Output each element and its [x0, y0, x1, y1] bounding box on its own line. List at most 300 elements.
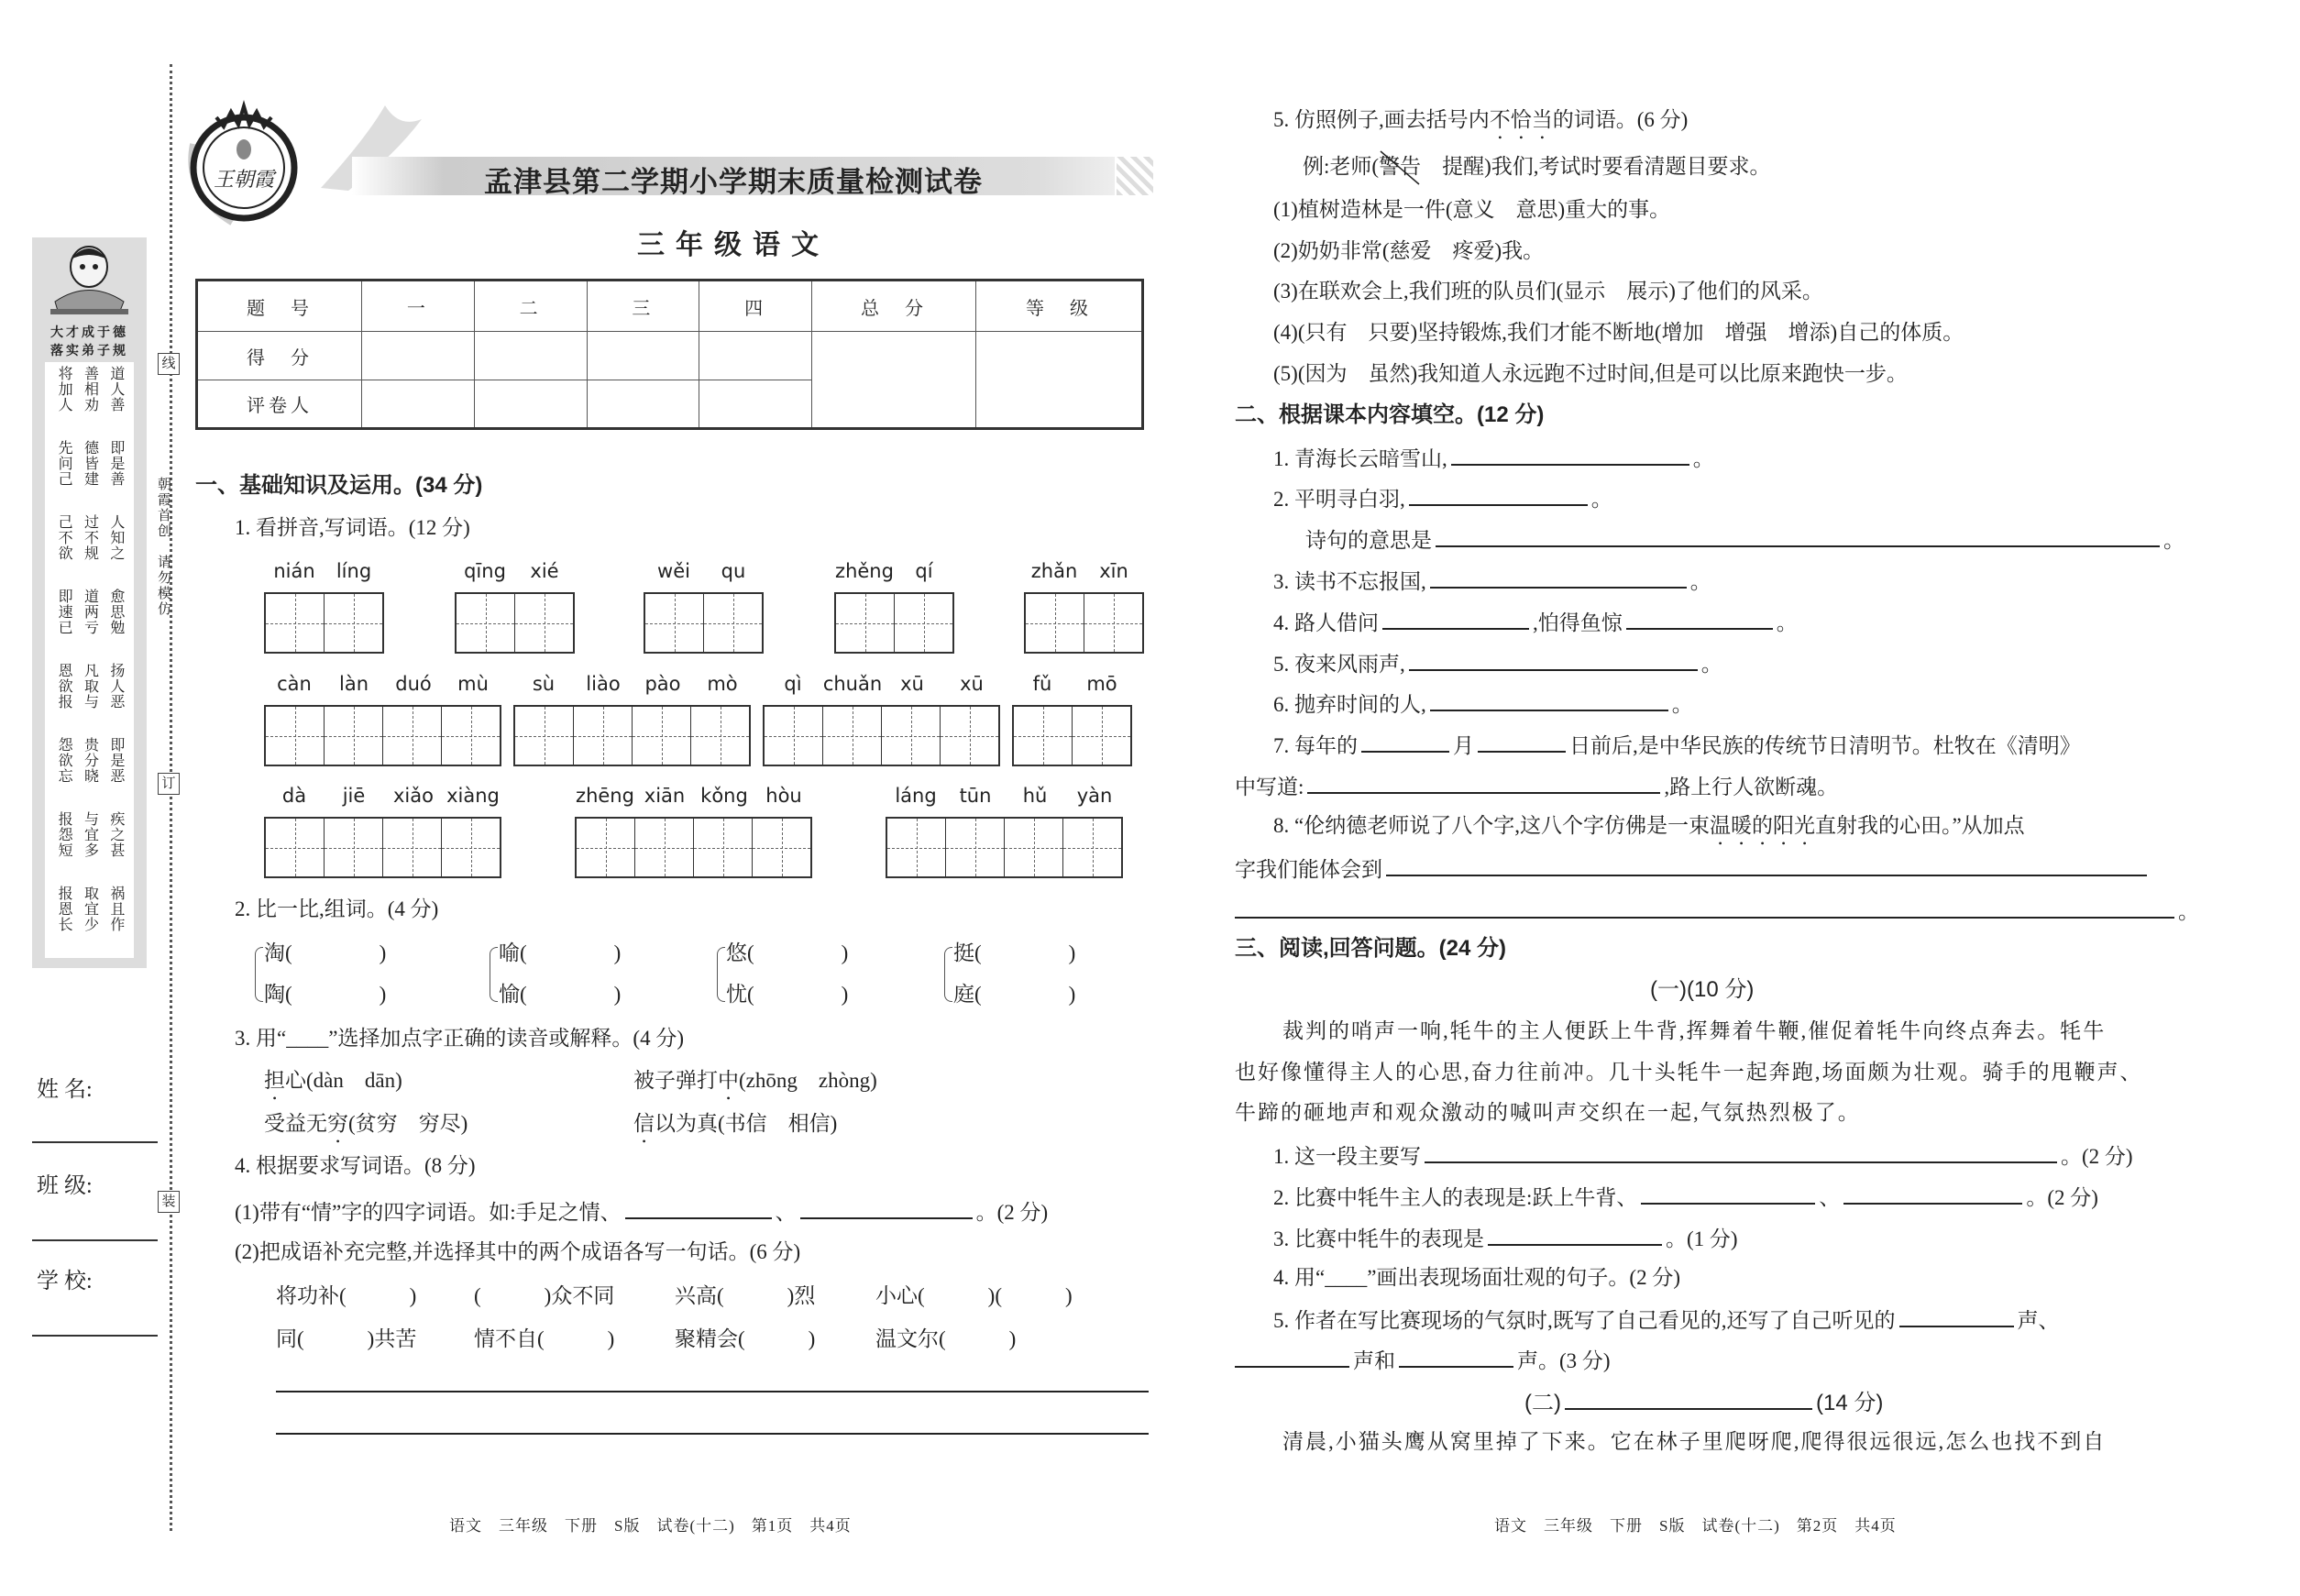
verse-phrase: 己不欲	[56, 514, 72, 561]
character-cell[interactable]	[632, 707, 690, 765]
section-2-heading: 二、根据课本内容填空。(12 分)	[1235, 402, 1545, 427]
binding-mark-zhuang: 装	[158, 1191, 180, 1213]
character-cell[interactable]	[940, 707, 998, 765]
fill-item-text: 中写道:	[1235, 776, 1304, 798]
publisher-logo	[180, 99, 308, 227]
fill-item	[1273, 567, 1711, 595]
pinyin-syllable: càn	[277, 673, 312, 695]
q3-item[interactable]	[633, 1111, 837, 1148]
reading-question	[1273, 1305, 2060, 1334]
dizigui-verse	[45, 362, 134, 958]
open-paren: (	[747, 941, 754, 964]
verse-phrase: 恩欲报	[56, 663, 72, 710]
points: 。(2 分)	[975, 1201, 1049, 1224]
verse-phrase: 报恩长	[56, 886, 72, 932]
q5-item[interactable]: (5)(因为 虽然)我知道人永远跑不过时间,但是可以比原来跑快一步。	[1273, 362, 1908, 385]
name-field[interactable]	[32, 1141, 158, 1143]
close-paren: )	[1068, 941, 1076, 964]
character-cell[interactable]	[324, 819, 382, 876]
compare-item[interactable]	[499, 982, 621, 1007]
verse-phrase: 将加人	[56, 366, 72, 413]
page-2-footer: 语文 三年级 下册 S版 试卷(十二) 第2页 共4页	[1494, 1517, 1897, 1535]
character-box-group	[575, 817, 812, 878]
character-cell[interactable]	[324, 707, 382, 765]
fill-item-text: ,怕得鱼惊	[1533, 611, 1623, 634]
dotted-char: 中	[718, 1069, 739, 1092]
period: 。	[1776, 611, 1798, 634]
header-cell: 总 分	[812, 281, 976, 332]
open-paren: (	[974, 983, 982, 1006]
character-cell[interactable]	[1084, 594, 1142, 652]
verse-phrase: 凡取与	[82, 663, 98, 710]
question-text: 声和	[1353, 1349, 1395, 1372]
character-cell[interactable]	[645, 594, 703, 652]
fill-item-text: 1. 青海长云暗雪山,	[1273, 447, 1447, 470]
period: 。	[2178, 900, 2199, 923]
open-paren: (	[974, 941, 982, 964]
compare-item[interactable]	[726, 941, 848, 966]
character-box-group	[1012, 705, 1132, 766]
school-field[interactable]	[32, 1335, 158, 1337]
verse-phrase: 即速已	[56, 589, 72, 635]
answer-blank[interactable]	[1488, 1224, 1662, 1246]
fill-item-text: 字我们能体会到	[1235, 858, 1382, 881]
school-label: 学 校:	[37, 1270, 93, 1293]
verse-row	[45, 882, 134, 956]
q5-title-text: 5. 仿照例子,画去括号内	[1273, 108, 1490, 131]
character-box-group	[644, 592, 764, 654]
score-cell[interactable]	[362, 332, 475, 380]
idiom-item[interactable]: 将功补( )	[276, 1284, 417, 1307]
class-label: 班 级:	[37, 1174, 93, 1198]
character-cell[interactable]	[515, 707, 573, 765]
pinyin-syllable: dà	[281, 785, 307, 807]
character-cell[interactable]	[703, 594, 762, 652]
reading-question: 4. 用“____”画出表现场面壮观的句子。(2 分)	[1273, 1266, 1680, 1289]
separator: 、	[775, 1201, 797, 1224]
score-cell[interactable]	[699, 332, 812, 380]
compare-item[interactable]	[499, 941, 621, 966]
q3-item-text: 受益无	[264, 1112, 327, 1135]
question-text: 5. 作者在写比赛现场的气氛时,既写了自己看见的,还写了自己听见的	[1273, 1309, 1896, 1332]
pinyin-syllable: nián	[273, 560, 315, 582]
character-cell[interactable]	[822, 707, 881, 765]
points: (14 分)	[1815, 1391, 1884, 1415]
q5-example	[1303, 154, 1770, 180]
close-paren: )	[841, 941, 849, 964]
compare-char: 挺	[953, 941, 974, 964]
compare-char: 淘	[264, 941, 285, 964]
pinyin-syllable: chuǎn	[822, 673, 883, 695]
pinyin-syllable: qu	[721, 560, 746, 582]
pinyin-syllable: sù	[532, 673, 556, 695]
score-cell[interactable]	[474, 332, 587, 380]
answer-blank[interactable]	[1409, 649, 1698, 671]
verse-phrase: 即是恶	[107, 737, 124, 784]
q4-sub1	[235, 1197, 1048, 1226]
answer-blank[interactable]	[1425, 1141, 2057, 1163]
exam-subtitle: 三年级语文	[637, 230, 830, 260]
fill-item	[1273, 444, 1714, 472]
pinyin-syllable: kǒng	[700, 785, 748, 807]
character-cell[interactable]	[887, 819, 945, 876]
character-cell[interactable]	[1014, 707, 1072, 765]
brace-icon	[490, 947, 498, 1002]
character-cell[interactable]	[634, 819, 693, 876]
sentence-answer-line[interactable]	[276, 1433, 1149, 1435]
character-box-group	[763, 705, 1000, 766]
character-cell[interactable]	[573, 707, 632, 765]
class-field[interactable]	[32, 1239, 158, 1241]
struck-word	[1379, 155, 1421, 178]
fill-item-text: 4. 路人借问	[1273, 611, 1379, 634]
fill-item	[1235, 897, 2199, 925]
answer-blank[interactable]	[625, 1197, 772, 1219]
verse-row	[45, 733, 134, 808]
separator: 、	[1819, 1186, 1841, 1209]
fill-item	[1235, 854, 2151, 883]
character-cell[interactable]	[836, 594, 894, 652]
binding-mark-ding: 订	[158, 773, 180, 795]
strike-mark	[1379, 149, 1421, 186]
pinyin-syllable: duó	[395, 673, 432, 695]
character-cell[interactable]	[324, 594, 382, 652]
binding-dotted-line	[170, 64, 172, 1531]
pinyin-syllable: láng	[895, 785, 937, 807]
reading-question	[1273, 1141, 2133, 1170]
character-cell[interactable]	[1026, 594, 1084, 652]
character-box-group	[513, 705, 751, 766]
character-cell[interactable]	[266, 707, 324, 765]
fill-item-text: 月	[1453, 734, 1474, 757]
answer-blank[interactable]	[1430, 567, 1687, 589]
idiom-item[interactable]: 同( )共苦	[276, 1327, 417, 1350]
character-cell[interactable]	[693, 819, 752, 876]
fill-item	[1273, 484, 1612, 512]
open-paren: (	[747, 983, 754, 1006]
character-cell[interactable]	[752, 819, 810, 876]
question-text: 声、	[2017, 1309, 2060, 1332]
q3-item[interactable]	[633, 1068, 877, 1105]
q3-item-text: (zhōng zhòng)	[739, 1069, 877, 1092]
passage-line: 牛蹄的砸地声和观众激动的喊叫声交织在一起,气氛热烈极了。	[1235, 1101, 1861, 1124]
q5-item[interactable]: (3)在联欢会上,我们班的队员们(显示 展示)了他们的风采。	[1273, 280, 1823, 303]
pinyin-syllable: mò	[707, 673, 738, 695]
fill-item-text: 5. 夜来风雨声,	[1273, 653, 1405, 676]
pinyin-syllable: líng	[336, 560, 372, 582]
grader-cell[interactable]	[474, 380, 587, 429]
row-label: 评卷人	[197, 380, 362, 429]
verse-phrase: 愈思勉	[107, 589, 124, 635]
fill-item-text: 6. 抛弃时间的人,	[1273, 693, 1426, 716]
character-cell[interactable]	[881, 707, 940, 765]
question-text: 2. 比赛中牦牛主人的表现是:跃上牛背、	[1273, 1186, 1638, 1209]
pinyin-syllable: xié	[530, 560, 559, 582]
q3-item-text: 心(dàn dān)	[285, 1069, 402, 1092]
compare-char: 喻	[499, 941, 520, 964]
pinyin-syllable: zhěng	[835, 560, 894, 582]
q4-sub1-text: (1)带有“情”字的四字词语。如:手足之情、	[235, 1201, 622, 1224]
pinyin-syllable: qí	[915, 560, 933, 582]
fill-item-text: 7. 每年的	[1273, 734, 1358, 757]
answer-blank[interactable]	[1436, 525, 2160, 547]
q3-item-text: (贫穷 穷尽)	[348, 1112, 468, 1135]
verse-phrase: 疾之甚	[107, 811, 124, 858]
answer-blank[interactable]	[1361, 731, 1449, 753]
fill-item-text: 直射我的心田。”从加点	[1814, 814, 2025, 837]
pinyin-syllable: jiē	[342, 785, 366, 807]
compare-item[interactable]	[264, 982, 386, 1007]
header-cell: 四	[699, 281, 812, 332]
verse-row	[45, 659, 134, 733]
pinyin-syllable: xiǎo	[393, 785, 434, 807]
q3-item[interactable]	[264, 1111, 468, 1148]
q5-item[interactable]: (2)奶奶非常(慈爱 疼爱)我。	[1273, 239, 1545, 262]
compare-char: 悠	[726, 941, 747, 964]
struck-word-text: 警告	[1379, 155, 1422, 178]
answer-blank[interactable]	[1430, 689, 1668, 711]
passage-line: 裁判的哨声一响,牦牛的主人便跃上牛背,挥舞着牛鞭,催促着牦牛向终点奔去。牦牛	[1282, 1019, 2107, 1042]
idiom-item[interactable]: 温文尔( )	[875, 1327, 1017, 1350]
compare-item[interactable]	[726, 982, 848, 1007]
answer-blank[interactable]	[1641, 1183, 1815, 1205]
score-table	[195, 279, 1144, 430]
q3-title: 3. 用“____”选择加点字正确的读音或解释。(4 分)	[235, 1027, 684, 1050]
verse-phrase: 即是善	[107, 440, 124, 487]
dotted-char: 穷	[327, 1112, 348, 1135]
close-paren: )	[613, 941, 622, 964]
answer-blank[interactable]	[1626, 608, 1773, 630]
fill-item-text: 3. 读书不忘报国,	[1273, 570, 1426, 593]
verse-row	[45, 362, 134, 436]
pinyin-syllable: làn	[338, 673, 369, 695]
banner-pattern	[1117, 157, 1153, 195]
verse-row	[45, 511, 134, 585]
character-cell[interactable]	[266, 819, 324, 876]
character-cell[interactable]	[894, 594, 952, 652]
answer-blank[interactable]	[800, 1197, 973, 1219]
character-cell[interactable]	[765, 707, 822, 765]
character-cell[interactable]	[382, 819, 441, 876]
answer-blank[interactable]	[1307, 772, 1660, 794]
grader-cell[interactable]	[699, 380, 812, 429]
verse-phrase: 与宜多	[82, 811, 98, 858]
pinyin-syllable: xīn	[1099, 560, 1128, 582]
verse-phrase: 人知之	[107, 514, 124, 561]
name-label: 姓 名:	[37, 1078, 93, 1102]
verse-row	[45, 585, 134, 659]
character-cell[interactable]	[441, 707, 500, 765]
binding-mark-xian: 线	[158, 353, 180, 375]
idiom-item[interactable]: 小心( )( )	[875, 1284, 1073, 1307]
fill-item	[1305, 525, 2184, 554]
compare-char: 陶	[264, 983, 285, 1006]
open-paren: (	[285, 983, 292, 1006]
sentence-answer-line[interactable]	[276, 1391, 1149, 1392]
pinyin-syllable: yàn	[1076, 785, 1113, 807]
character-cell[interactable]	[945, 819, 1004, 876]
pinyin-syllable: hòu	[765, 785, 802, 807]
fill-item-text: 8. “伦纳德老师说了八个字,这八个字仿佛是一束	[1273, 814, 1710, 837]
open-paren: (	[520, 983, 527, 1006]
question-text: 1. 这一段主要写	[1273, 1145, 1421, 1168]
q5-title-text: 的词语。(6 分)	[1552, 108, 1689, 131]
character-cell[interactable]	[382, 707, 441, 765]
answer-blank[interactable]	[1382, 608, 1529, 630]
dotted-word: 不恰当	[1489, 108, 1553, 131]
compare-item[interactable]	[264, 941, 386, 966]
score-cell[interactable]	[587, 332, 699, 380]
question-text: 3. 比赛中牦牛的表现是	[1273, 1227, 1484, 1250]
close-paren: )	[379, 941, 387, 964]
compare-item[interactable]	[953, 941, 1075, 966]
answer-blank[interactable]	[1399, 1346, 1513, 1368]
title-blank[interactable]	[1565, 1388, 1812, 1410]
period: 。	[2163, 529, 2184, 552]
header-cell: 二	[474, 281, 587, 332]
reading-1-title: (一)(10 分)	[1650, 977, 1755, 1002]
example-text: 例:老师(	[1303, 155, 1380, 178]
pinyin-syllable: hǔ	[1022, 785, 1048, 807]
idiom-item[interactable]: ( )众不同	[474, 1284, 615, 1307]
compare-char: 忧	[726, 983, 747, 1006]
character-cell[interactable]	[1062, 819, 1121, 876]
q5-title	[1273, 107, 1688, 144]
character-box-group	[264, 592, 384, 654]
fill-item-text: 诗句的意思是	[1305, 529, 1432, 552]
verse-row	[45, 436, 134, 511]
grader-cell[interactable]	[587, 380, 699, 429]
scholar-illustration-icon	[32, 237, 147, 320]
close-paren: )	[613, 983, 622, 1006]
character-cell[interactable]	[457, 594, 514, 652]
compare-char: 庭	[953, 983, 974, 1006]
grader-cell[interactable]	[362, 380, 475, 429]
close-paren: )	[379, 983, 387, 1006]
answer-blank[interactable]	[1235, 1346, 1349, 1368]
character-cell[interactable]	[577, 819, 634, 876]
open-paren: (	[520, 941, 527, 964]
q3-item[interactable]	[264, 1068, 402, 1105]
answer-blank[interactable]	[1899, 1305, 2014, 1327]
character-cell[interactable]	[266, 594, 324, 652]
brace-icon	[944, 947, 952, 1002]
verse-phrase: 先问己	[56, 440, 72, 487]
period: 。	[1689, 570, 1711, 593]
period: 。	[1671, 693, 1693, 716]
header-cell: 等 级	[976, 281, 1143, 332]
q3-item-text: 以为真(书信 相信)	[655, 1112, 838, 1135]
idiom-item[interactable]: 情不自( )	[474, 1327, 615, 1350]
points: 。(2 分)	[2061, 1145, 2133, 1168]
score-table-header-row	[197, 281, 1143, 332]
compare-char: 愉	[499, 983, 520, 1006]
answer-blank[interactable]	[1409, 484, 1588, 506]
verse-phrase: 道人善	[107, 366, 124, 413]
logo-text: 王朝霞	[213, 169, 275, 192]
character-cell[interactable]	[514, 594, 573, 652]
period: 。	[1692, 447, 1714, 470]
verse-phrase: 贵分晓	[82, 737, 98, 784]
fill-item	[1273, 813, 2025, 850]
character-cell[interactable]	[1004, 819, 1062, 876]
pinyin-syllable: pào	[644, 673, 681, 695]
pinyin-syllable: xiàng	[446, 785, 500, 807]
character-cell[interactable]	[1072, 707, 1130, 765]
fill-item	[1273, 731, 2081, 759]
character-cell[interactable]	[690, 707, 749, 765]
answer-blank[interactable]	[1478, 731, 1566, 753]
idiom-item[interactable]: 聚精会( )	[675, 1327, 816, 1350]
pinyin-syllable: zhēng	[576, 785, 634, 807]
dotted-char: 担	[264, 1069, 285, 1092]
fill-item	[1235, 772, 1838, 800]
verse-phrase: 扬人恶	[107, 663, 124, 710]
q5-item[interactable]: (4)(只有 只要)坚持锻炼,我们才能不断地(增加 增强 增添)自己的体质。	[1273, 321, 1964, 344]
verse-phrase: 祸且作	[107, 886, 124, 932]
q5-item[interactable]: (1)植树造林是一件(意义 意思)重大的事。	[1273, 198, 1671, 221]
verse-phrase: 过不规	[82, 514, 98, 561]
compare-item[interactable]	[953, 982, 1075, 1007]
idiom-item[interactable]: 兴高( )烈	[675, 1284, 816, 1307]
pinyin-syllable: xū	[960, 673, 984, 695]
answer-blank[interactable]	[1451, 444, 1689, 466]
points: 声。(3 分)	[1517, 1349, 1611, 1372]
pinyin-syllable: tūn	[959, 785, 992, 807]
fill-item	[1273, 689, 1693, 718]
motto-line-2: 落实弟子规	[50, 345, 128, 358]
character-box-group	[834, 592, 954, 654]
answer-blank[interactable]	[1386, 854, 2147, 876]
pinyin-syllable: liào	[586, 673, 621, 695]
brace-icon	[255, 947, 263, 1002]
fill-item-text: ,路上行人欲断魂。	[1664, 776, 1839, 798]
reading-question	[1273, 1183, 2098, 1211]
pinyin-syllable: qīng	[464, 560, 506, 582]
q2-title: 2. 比一比,组词。(4 分)	[235, 897, 439, 920]
total-score-cell[interactable]	[812, 332, 976, 429]
pinyin-syllable: mù	[457, 673, 489, 695]
character-box-group	[886, 817, 1123, 878]
row-label: 得 分	[197, 332, 362, 380]
period: 。	[1590, 488, 1612, 511]
fill-item-text: 2. 平明寻白羽,	[1273, 488, 1405, 511]
pinyin-syllable: fǔ	[1032, 673, 1052, 695]
section-3-heading: 三、阅读,回答问题。(24 分)	[1235, 936, 1507, 961]
header-cell: 一	[362, 281, 475, 332]
verse-phrase: 取宜少	[82, 886, 98, 932]
character-cell[interactable]	[441, 819, 500, 876]
verse-phrase: 善相劝	[82, 366, 98, 413]
page-1-footer: 语文 三年级 下册 S版 试卷(十二) 第1页 共4页	[449, 1517, 852, 1535]
dizigui-sidebar	[32, 237, 147, 968]
reading-question	[1273, 1224, 1738, 1252]
brace-icon	[717, 947, 725, 1002]
grade-cell[interactable]	[976, 332, 1143, 429]
copyright-notice: 朝霞首创 请勿模仿	[156, 477, 171, 617]
pinyin-syllable: wěi	[657, 560, 690, 582]
answer-blank[interactable]	[1235, 897, 2174, 919]
dotted-word: 温暖的阳光	[1709, 814, 1815, 837]
passage-line: 也好像懂得主人的心思,奋力往前冲。几十头牦牛一起奔跑,场面颇为壮观。骑手的甩鞭声、	[1235, 1061, 2143, 1084]
pinyin-syllable: qì	[784, 673, 802, 695]
character-box-group	[455, 592, 575, 654]
fill-item	[1273, 649, 1722, 677]
character-box-group	[264, 705, 501, 766]
verse-phrase: 报怨短	[56, 811, 72, 858]
exam-title: 孟津县第二学期小学期末质量检测试卷	[484, 166, 983, 198]
answer-blank[interactable]	[1843, 1183, 2022, 1205]
